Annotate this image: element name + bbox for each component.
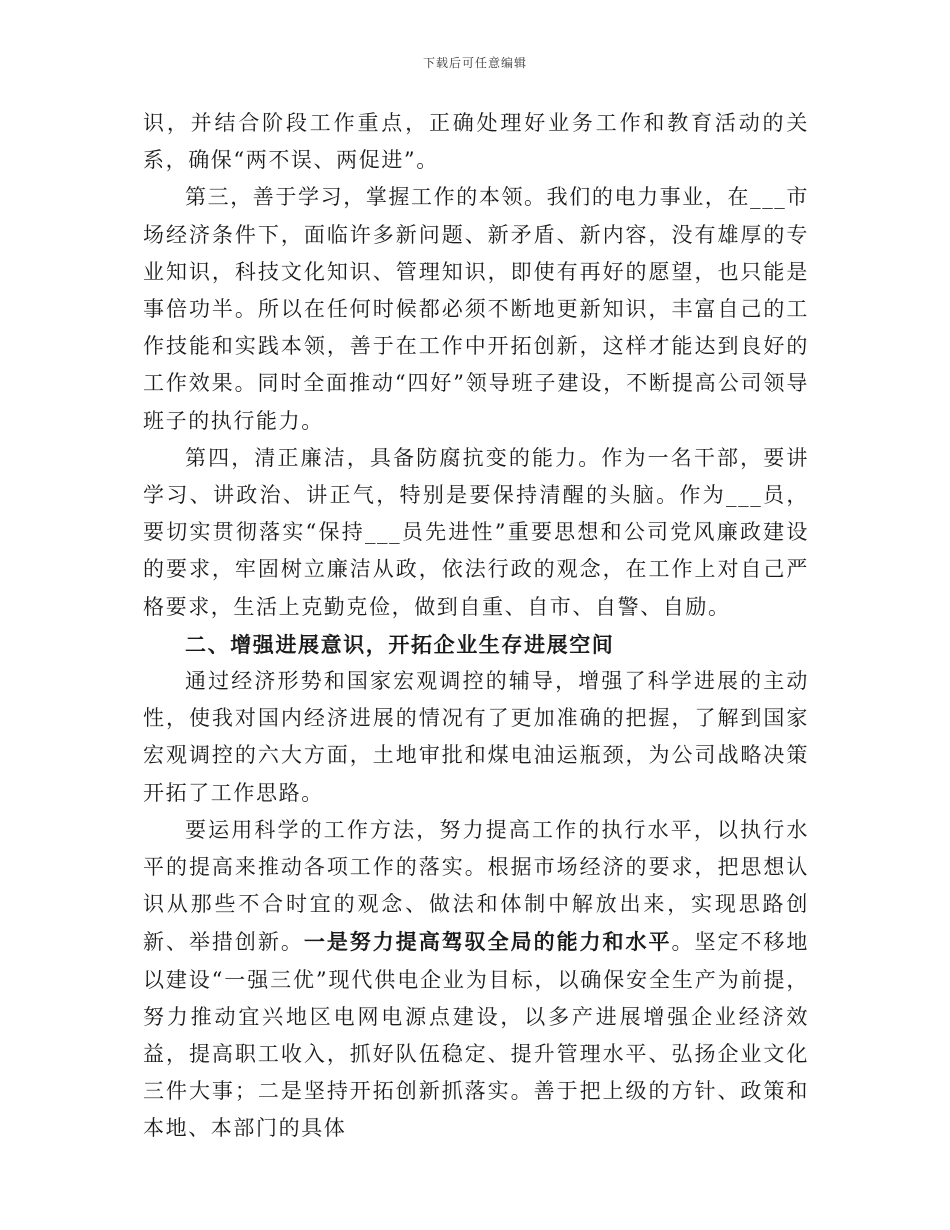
section-heading: 二、增强进展意识，开拓企业生存进展空间: [185, 631, 615, 657]
paragraph-text: 要运用科学的工作方法，努力提高工作的执行水平，以执行水平的提高来推动各项工作的落实。根据市场经济的要求，把思想认识从那些不合时宜的观念、做法和体制中解放出来，实现思路创新、举措创新。: [143, 817, 809, 955]
paragraph-text: 。坚定不移地以建设“一强三优”现代供电企业为目标，以确保安全生产为前提，努力推动宜兴地区电网电源点建设，以多产进展增强企业经济效益，提高职工收入，抓好队伍稳定、提升管理水平、弘扬企业文化三件大事；二是坚持开拓创新抓落实。善于把上级的方针、政策和本地、本部门的具体: [143, 930, 809, 1141]
page-header: 下载后可任意编辑: [422, 56, 527, 70]
paragraph-fourth-point: 第四，清正廉洁，具备防腐抗变的能力。作为一名干部，要讲学习、讲政治、讲正气，特别是要保持清醒的头脑。作为___员，要切实贯彻落实“保持___员先进性”重要思想和公司党风廉政建设的要求，牢固树立廉洁从政，依法行政的观念，在工作上对自己严格要求，生活上克勤克俭，做到自重、自市、自警、自励。: [143, 445, 809, 619]
document-body: [143, 105, 809, 1148]
paragraph-economic-situation: 通过经济形势和国家宏观调控的辅导，增强了科学进展的主动性，使我对国内经济进展的情况有了更加准确的把握，了解到国家宏观调控的六大方面，土地审批和煤电油运瓶颈，为公司战略决策开拓了工作思路。: [143, 669, 809, 805]
paragraph-third-point: 第三，善于学习，掌握工作的本领。我们的电力事业，在___市场经济条件下，面临许多新问题、新矛盾、新内容，没有雄厚的专业知识，科技文化知识、管理知识，即使有再好的愿望，也只能是事倍功半。所以在任何时候都必须不断地更新知识，丰富自己的工作技能和实践本领，善于在工作中开拓创新，这样才能达到良好的工作效果。同时全面推动“四好”领导班子建设，不断提高公司领导班子的执行能力。: [143, 185, 809, 433]
bold-key-point: 一是努力提高驾驭全局的能力和水平: [303, 929, 672, 955]
paragraph-working-method: [143, 812, 809, 1148]
paragraph-continuation: 识，并结合阶段工作重点，正确处理好业务工作和教育活动的关系，确保“两不误、两促进”。: [143, 111, 809, 173]
